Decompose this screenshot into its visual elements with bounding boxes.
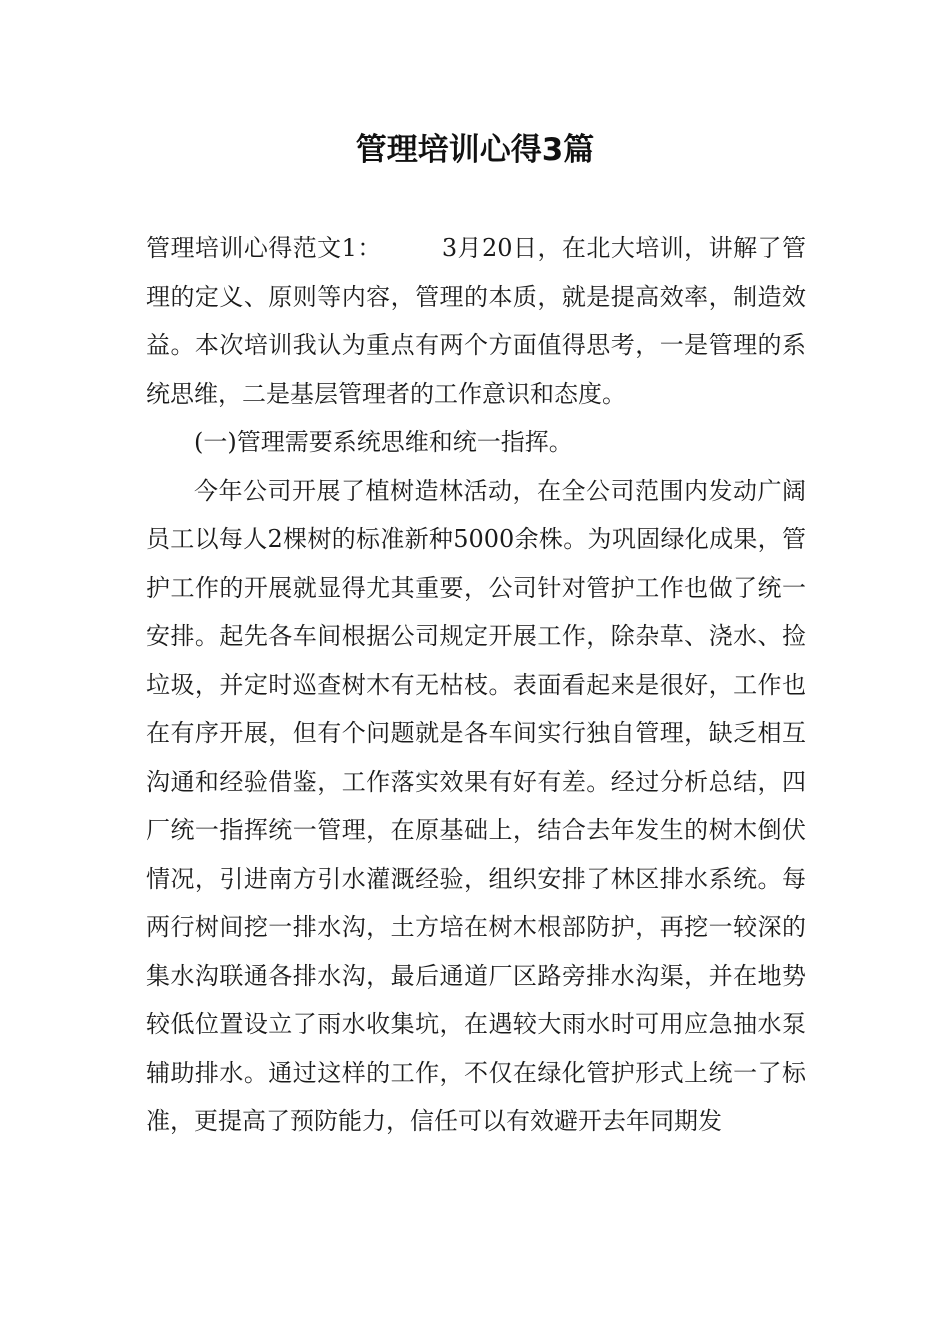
document-body <box>146 224 806 1146</box>
body-paragraph: 今年公司开展了植树造林活动，在全公司范围内发动广阔员工以每人2棵树的标准新种5000余株。为巩固绿化成果，管护工作的开展就显得尤其重要，公司针对管护工作也做了统一安排。起先各车间根据公司规定开展工作，除杂草、浇水、捡垃圾，并定时巡查树木有无枯枝。表面看起来是很好，工作也在有序开展，但有个问题就是各车间实行独自管理，缺乏相互沟通和经验借鉴，工作落实效果有好有差。经过分析总结，四厂统一指挥统一管理，在原基础上，结合去年发生的树木倒伏情况，引进南方引水灌溉经验，组织安排了林区排水系统。每两行树间挖一排水沟，土方培在树木根部防护，再挖一较深的集水沟联通各排水沟，最后通道厂区路旁排水沟渠，并在地势较低位置设立了雨水收集坑，在遇较大雨水时可用应急抽水泵辅助排水。通过这样的工作，不仅在绿化管护形式上统一了标准，更提高了预防能力，信任可以有效避开去年同期发 <box>146 476 806 1135</box>
intro-paragraph <box>146 224 806 418</box>
document-title: 管理培训心得3篇 <box>355 132 595 168</box>
intro-text: 3月20日，在北大培训，讲解了管理的定义、原则等内容，管理的本质，就是提高效率，制造效益。本次培训我认为重点有两个方面值得思考，一是管理的系统思维，二是基层管理者的工作意识和态度。 <box>146 234 806 408</box>
intro-label: 管理培训心得范文1： <box>146 234 382 262</box>
section-heading: (一)管理需要系统思维和统一指挥。 <box>194 428 573 456</box>
